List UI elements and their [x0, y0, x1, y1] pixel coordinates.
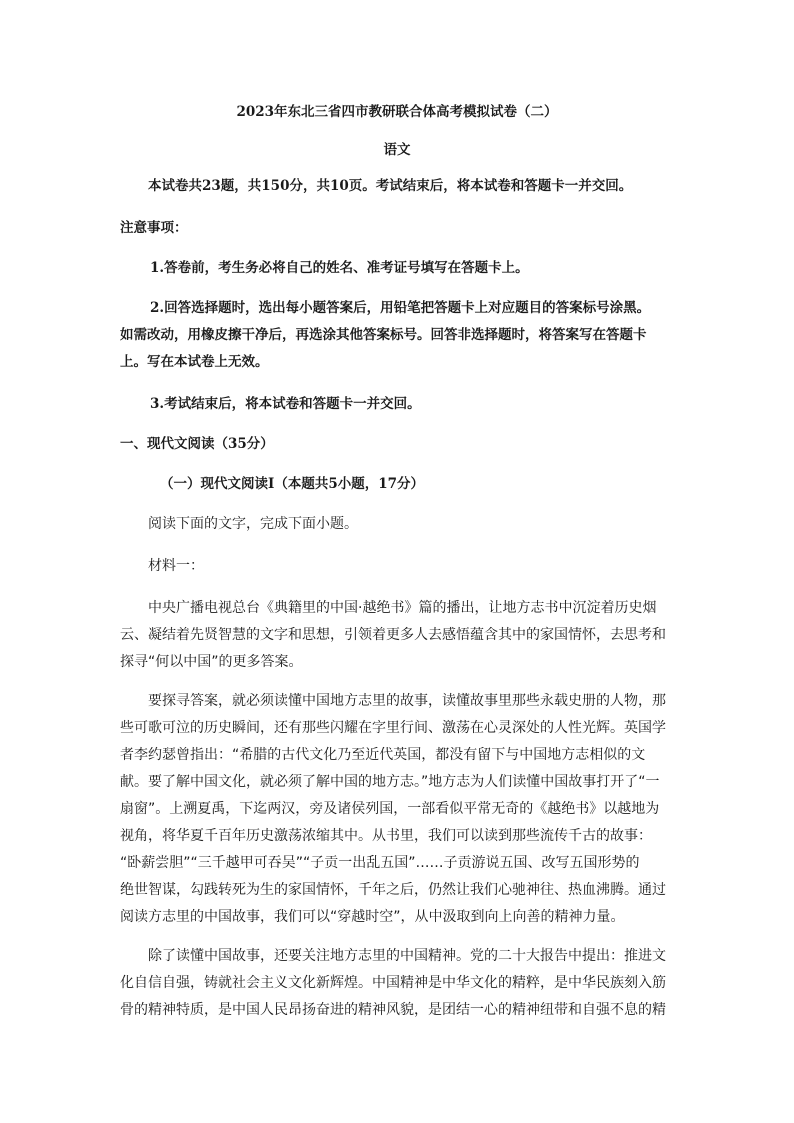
passage-line: 扇窗”。上溯夏禹，下迄两汉，旁及诸侯列国，一部看似平常无奇的《越绝书》以越地为: [120, 801, 660, 817]
passage-line: 化自信自强，铸就社会主义文化新辉煌。中国精神是中华文化的精粹，是中华民族刻入筋: [120, 975, 666, 991]
intro-text: 本试卷共23题，共150分，共10页。考试结束后，将本试卷和答题卡一并交回。: [148, 178, 633, 194]
note-item-2-line-1: 2.回答选择题时，选出每小题答案后，用铅笔把答题卡上对应题目的答案标号涂黑。: [150, 300, 651, 316]
exam-title: 2023年东北三省四市教研联合体高考模拟试卷（二）: [236, 104, 558, 120]
note-item-2-line-3: 上。写在本试卷上无效。: [120, 354, 269, 370]
passage-line: 视角，将华夏千百年历史激荡浓缩其中。从书里，我们可以读到那些流传千古的故事：: [120, 828, 652, 844]
note-item-2-line-2: 如需改动，用橡皮擦干净后，再选涂其他答案标号。回答非选择题时，将答案写在答题卡: [120, 327, 647, 343]
passage-line: 要探寻答案，就必须读懂中国地方志里的故事，读懂故事里那些永载史册的人物，那: [148, 693, 666, 709]
passage-line: “卧薪尝胆”“三千越甲可吞吴”“子贡一出乱五国”……子贡游说五国、改写五国形势的: [120, 855, 640, 871]
passage-line: 者李约瑟曾指出：“希腊的古代文化乃至近代英国，都没有留下与中国地方志相似的文: [120, 747, 646, 763]
passage-line: 阅读方志里的中国故事，我们可以“穿越时空”，从中汲取到向上向善的精神力量。: [120, 909, 625, 925]
reading-instruction: 阅读下面的文字，完成下面小题。: [148, 516, 358, 532]
notes-heading: 注意事项：: [120, 220, 188, 236]
material-label: 材料一：: [148, 558, 204, 574]
passage-line: 骨的精神特质，是中国人民昂扬奋进的精神风貌，是团结一心的精神纽带和自强不息的精: [120, 1002, 666, 1018]
note-item-3: 3.考试结束后，将本试卷和答题卡一并交回。: [150, 396, 421, 412]
passage-line: 云、凝结着先贤智慧的文字和思想，引领着更多人去感悟蕴含其中的家国情怀，去思考和: [120, 627, 666, 643]
passage-line: 绝世智谋，勾践转死为生的家国情怀，千年之后，仍然让我们心驰神往、热血沸腾。通过: [120, 882, 666, 898]
subject-title: 语文: [383, 142, 411, 158]
passage-line: 献。要了解中国文化，就必须了解中国的地方志。”地方志为人们读懂中国故事打开了“一: [120, 774, 660, 790]
passage-line: 些可歌可泣的历史瞬间，还有那些闪耀在字里行间、激荡在心灵深处的人性光辉。英国学: [120, 720, 666, 736]
passage-line: 探寻“何以中国”的更多答案。: [120, 654, 303, 670]
subsection-heading: （一）现代文阅读Ⅰ（本题共5小题，17分）: [160, 476, 424, 492]
passage-line: 除了读懂中国故事，还要关注地方志里的中国精神。党的二十大报告中提出：推进文: [148, 948, 666, 964]
note-item-1: 1.答卷前，考生务必将自己的姓名、准考证号填写在答题卡上。: [150, 260, 529, 276]
section-heading: 一、现代文阅读（35分）: [120, 436, 274, 452]
passage-line: 中央广播电视总台《典籍里的中国·越绝书》篇的播出，让地方志书中沉淀着历史烟: [148, 600, 657, 616]
